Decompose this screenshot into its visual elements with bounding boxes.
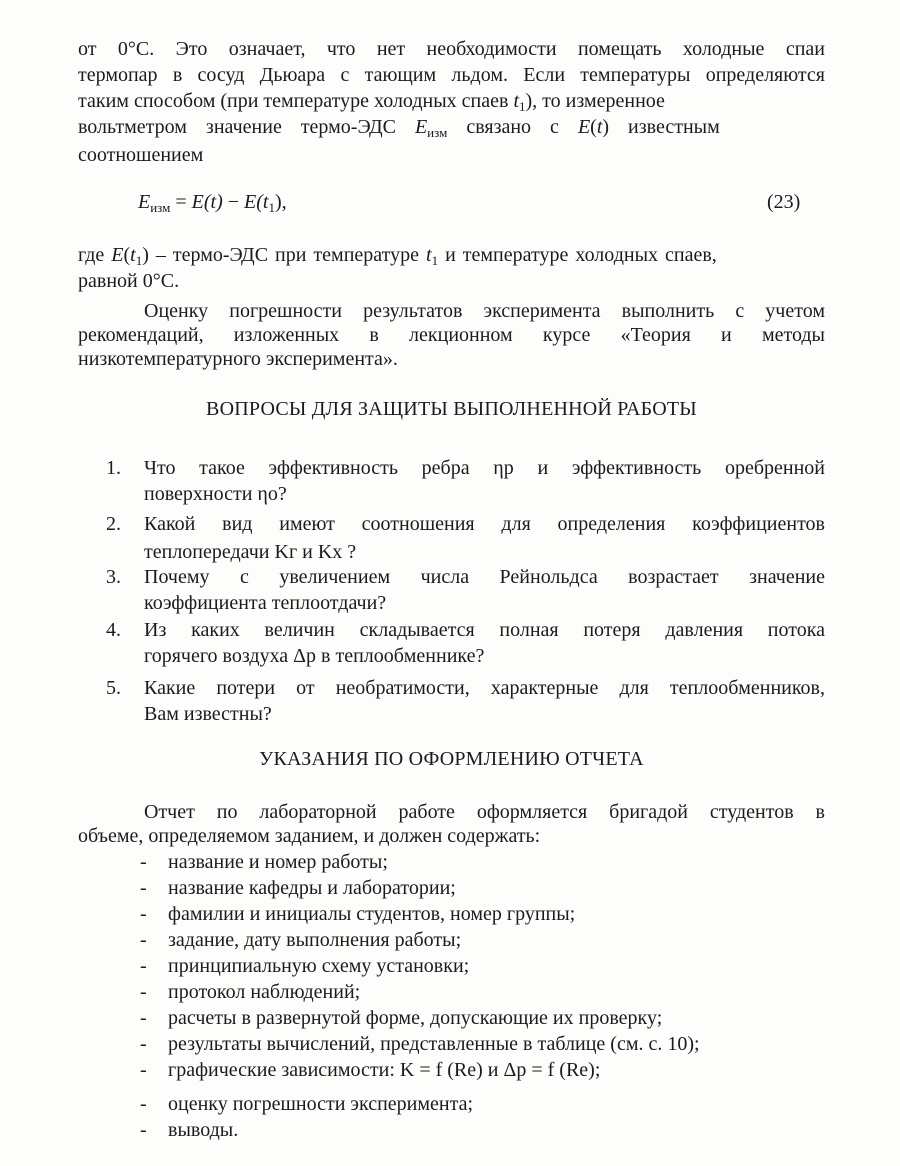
list-item-text: оценку погрешности эксперимента; [168,1093,474,1115]
list-item-text: графические зависимости: K = f (Re) и Δp = f (Re); [168,1059,601,1081]
formula-E: E [138,191,151,213]
list-item-text: название и номер работы; [168,851,388,873]
equation-number: (23) [767,191,801,213]
where-line-1 [78,242,825,268]
where-var-t: t [130,244,136,266]
intro-line-3-sub: 1 [519,99,526,114]
bullet-dash: - [140,1033,147,1055]
accuracy-line-2: рекомендаций, изложенных в лекционном курсе «Теория и методы [78,324,825,346]
formula-rhs1-E: E [191,191,204,213]
accuracy-line-3: низкотемпературного эксперимента». [78,348,398,370]
question-number: 1. [106,457,121,479]
formula-equals: = [170,191,192,213]
formula-rhs2-open: (t [256,191,269,213]
bullet-dash: - [140,1093,147,1115]
intro-line-3-text-b: ), то измеренное [525,90,665,112]
formula-rhs2-close: ), [274,191,287,213]
bullet-dash: - [140,1119,147,1141]
accuracy-line-1: Оценку погрешности результатов эксперимента выполнить с учетом [144,300,825,322]
formula-rhs2-sub: 1 [268,200,275,215]
where-text-a: где [78,244,112,266]
where-line-2: равной 0°С. [78,270,180,292]
bullet-dash: - [140,877,147,899]
where-paren-open: ( [123,244,131,266]
intro-line-4-var-t: t [596,116,603,138]
list-item-text: фамилии и инициалы студентов, номер группы; [168,903,576,925]
question-number: 5. [106,677,121,699]
intro-line-4-text-b: связано с [447,116,578,138]
question-line: теплопередачи Kг и Kх ? [144,541,357,563]
intro-line-4 [78,114,825,140]
questions-heading: ВОПРОСЫ ДЛЯ ЗАЩИТЫ ВЫПОЛНЕННОЙ РАБОТЫ [206,398,697,420]
where-text-b: – термо-ЭДС при температуре [148,244,426,266]
question-line: коэффициента теплоотдачи? [144,592,387,614]
bullet-dash: - [140,1059,147,1081]
list-item-text: задание, дату выполнения работы; [168,929,462,951]
bullet-dash: - [140,903,147,925]
intro-line-4-paren-open: ( [590,116,597,138]
question-line: Из каких величин складывается полная потеря давления потока [144,619,825,641]
report-intro-line-1: Отчет по лабораторной работе оформляется бригадой студентов в [144,801,825,823]
equation-23 [138,189,287,215]
list-item-text: выводы. [168,1119,239,1141]
list-item-text: протокол наблюдений; [168,981,361,1003]
intro-line-4-var-Et: E [577,116,591,138]
where-paren-close: ) [142,244,149,266]
list-item-text: название кафедры и лаборатории; [168,877,456,899]
intro-line-4-sub: изм [427,125,448,140]
report-intro-line-2: объеме, определяемом заданием, и должен содержать: [78,825,541,847]
intro-line-3 [78,88,825,114]
report-heading: УКАЗАНИЯ ПО ОФОРМЛЕНИЮ ОТЧЕТА [259,748,644,770]
question-line: Какой вид имеют соотношения для определения коэффициентов [144,513,825,535]
bullet-dash: - [140,1007,147,1029]
bullet-dash: - [140,955,147,977]
list-item-text: расчеты в развернутой форме, допускающие их проверку; [168,1007,663,1029]
where-sub2: 1 [431,253,439,268]
question-number: 3. [106,566,121,588]
question-line: Почему с увеличением числа Рейнольдса возрастает значение [144,566,825,588]
question-line: поверхности ηо? [144,483,287,505]
where-sub: 1 [135,253,143,268]
formula-E-sub: изм [150,200,171,215]
list-item-text: принципиальную схему установки; [168,955,470,977]
bullet-dash: - [140,929,147,951]
where-var-E: E [111,244,124,266]
formula-rhs1-arg: (t) [203,191,223,213]
where-var-t2: t [426,244,432,266]
formula-minus: − [222,191,245,213]
intro-line-2: термопар в сосуд Дьюара с тающим льдом. Если температуры определяются [78,64,825,86]
intro-line-3-text-a: таким способом (при температуре холодных спаев [78,90,514,112]
bullet-dash: - [140,851,147,873]
intro-line-4-var-E: E [414,116,428,138]
bullet-dash: - [140,981,147,1003]
formula-rhs2-E: E [244,191,257,213]
intro-line-1: от 0°С. Это означает, что нет необходимости помещать холодные спаи [78,38,825,60]
where-text-c: и температуре холодных спаев, [438,244,717,266]
question-line: Какие потери от необратимости, характерные для теплообменников, [144,677,825,699]
question-number: 2. [106,513,121,535]
question-number: 4. [106,619,121,641]
intro-line-4-text-a: вольтметром значение термо-ЭДС [78,116,415,138]
question-line: Что такое эффективность ребра ηр и эффективность оребренной [144,457,825,479]
intro-line-5: соотношением [78,144,204,166]
question-line: горячего воздуха Δp в теплообменнике? [144,645,485,667]
question-line: Вам известны? [144,703,272,725]
intro-line-4-text-d: ) известным [602,116,720,138]
intro-line-3-var-t: t [513,90,520,112]
list-item-text: результаты вычислений, представленные в таблице (см. с. 10); [168,1033,700,1055]
